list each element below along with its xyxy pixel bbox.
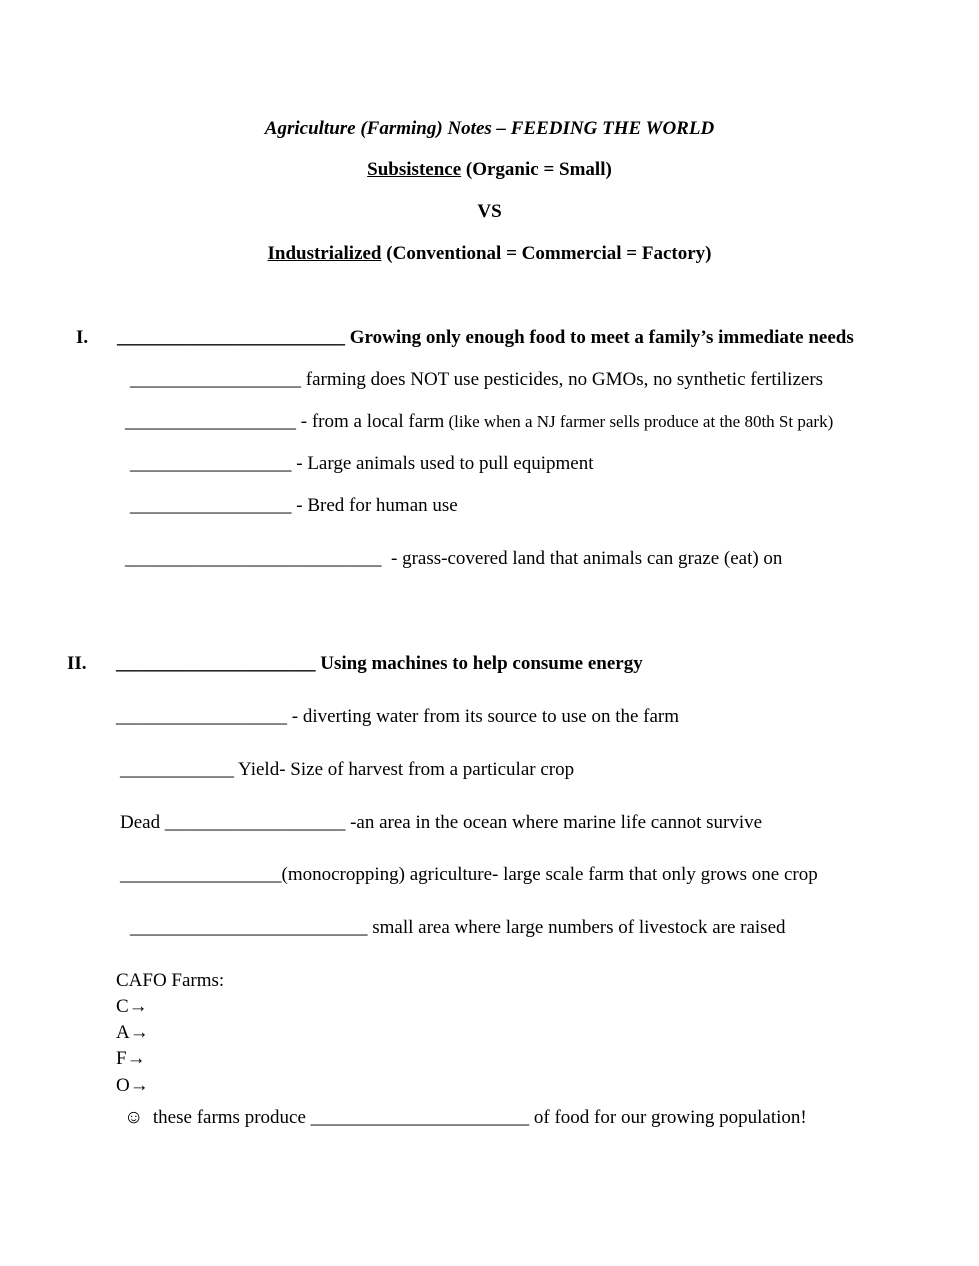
cafo-letter: A→ [116, 1022, 149, 1043]
subsistence-term: Subsistence [367, 159, 462, 180]
section-1-item [125, 412, 833, 431]
page-title: Agriculture (Farming) Notes – FEEDING THE WORLD [264, 118, 715, 139]
subtitle-industrialized [0, 244, 979, 263]
section-1-numeral: I. [76, 327, 89, 348]
section-1-heading: ________________________ Growing only enough food to meet a family’s immediate needs [117, 327, 854, 348]
cafo-letter: F→ [116, 1048, 146, 1069]
item-note: (like when a NJ farmer sells produce at the 80th St park) [444, 412, 834, 431]
cafo-letter: O→ [116, 1075, 149, 1096]
section-2-item: _________________________ small area where large numbers of livestock are raised [130, 917, 786, 938]
closing-statement: ☺ these farms produce _______________________ of food for our growing population! [124, 1107, 807, 1128]
section-2-item: Dead ___________________ -an area in the ocean where marine life cannot survive [120, 812, 763, 833]
section-1-item: _________________ - Bred for human use [130, 495, 458, 516]
section-2-item: ____________ Yield- Size of harvest from a particular crop [120, 759, 575, 780]
industrialized-definition: (Conventional = Commercial = Factory) [381, 243, 712, 264]
versus-label: VS [477, 201, 502, 222]
section-2-item: _________________(monocropping) agriculture- large scale farm that only grows one crop [120, 864, 818, 885]
section-2-item: __________________ - diverting water from its source to use on the farm [116, 706, 680, 727]
subsistence-definition: (Organic = Small) [461, 159, 612, 180]
section-2-heading: _____________________ Using machines to help consume energy [116, 653, 643, 674]
item-text: __________________ - from a local farm [125, 411, 445, 432]
cafo-letter: C→ [116, 996, 148, 1017]
section-1-item: ___________________________ - grass-covered land that animals can graze (eat) on [125, 548, 783, 569]
subtitle-subsistence [0, 160, 979, 179]
cafo-label: CAFO Farms: [116, 970, 225, 991]
section-1-item: _________________ - Large animals used to pull equipment [130, 453, 594, 474]
section-2-numeral: II. [67, 653, 87, 674]
industrialized-term: Industrialized [267, 243, 382, 264]
section-1-item: __________________ farming does NOT use pesticides, no GMOs, no synthetic fertilizers [130, 369, 824, 390]
